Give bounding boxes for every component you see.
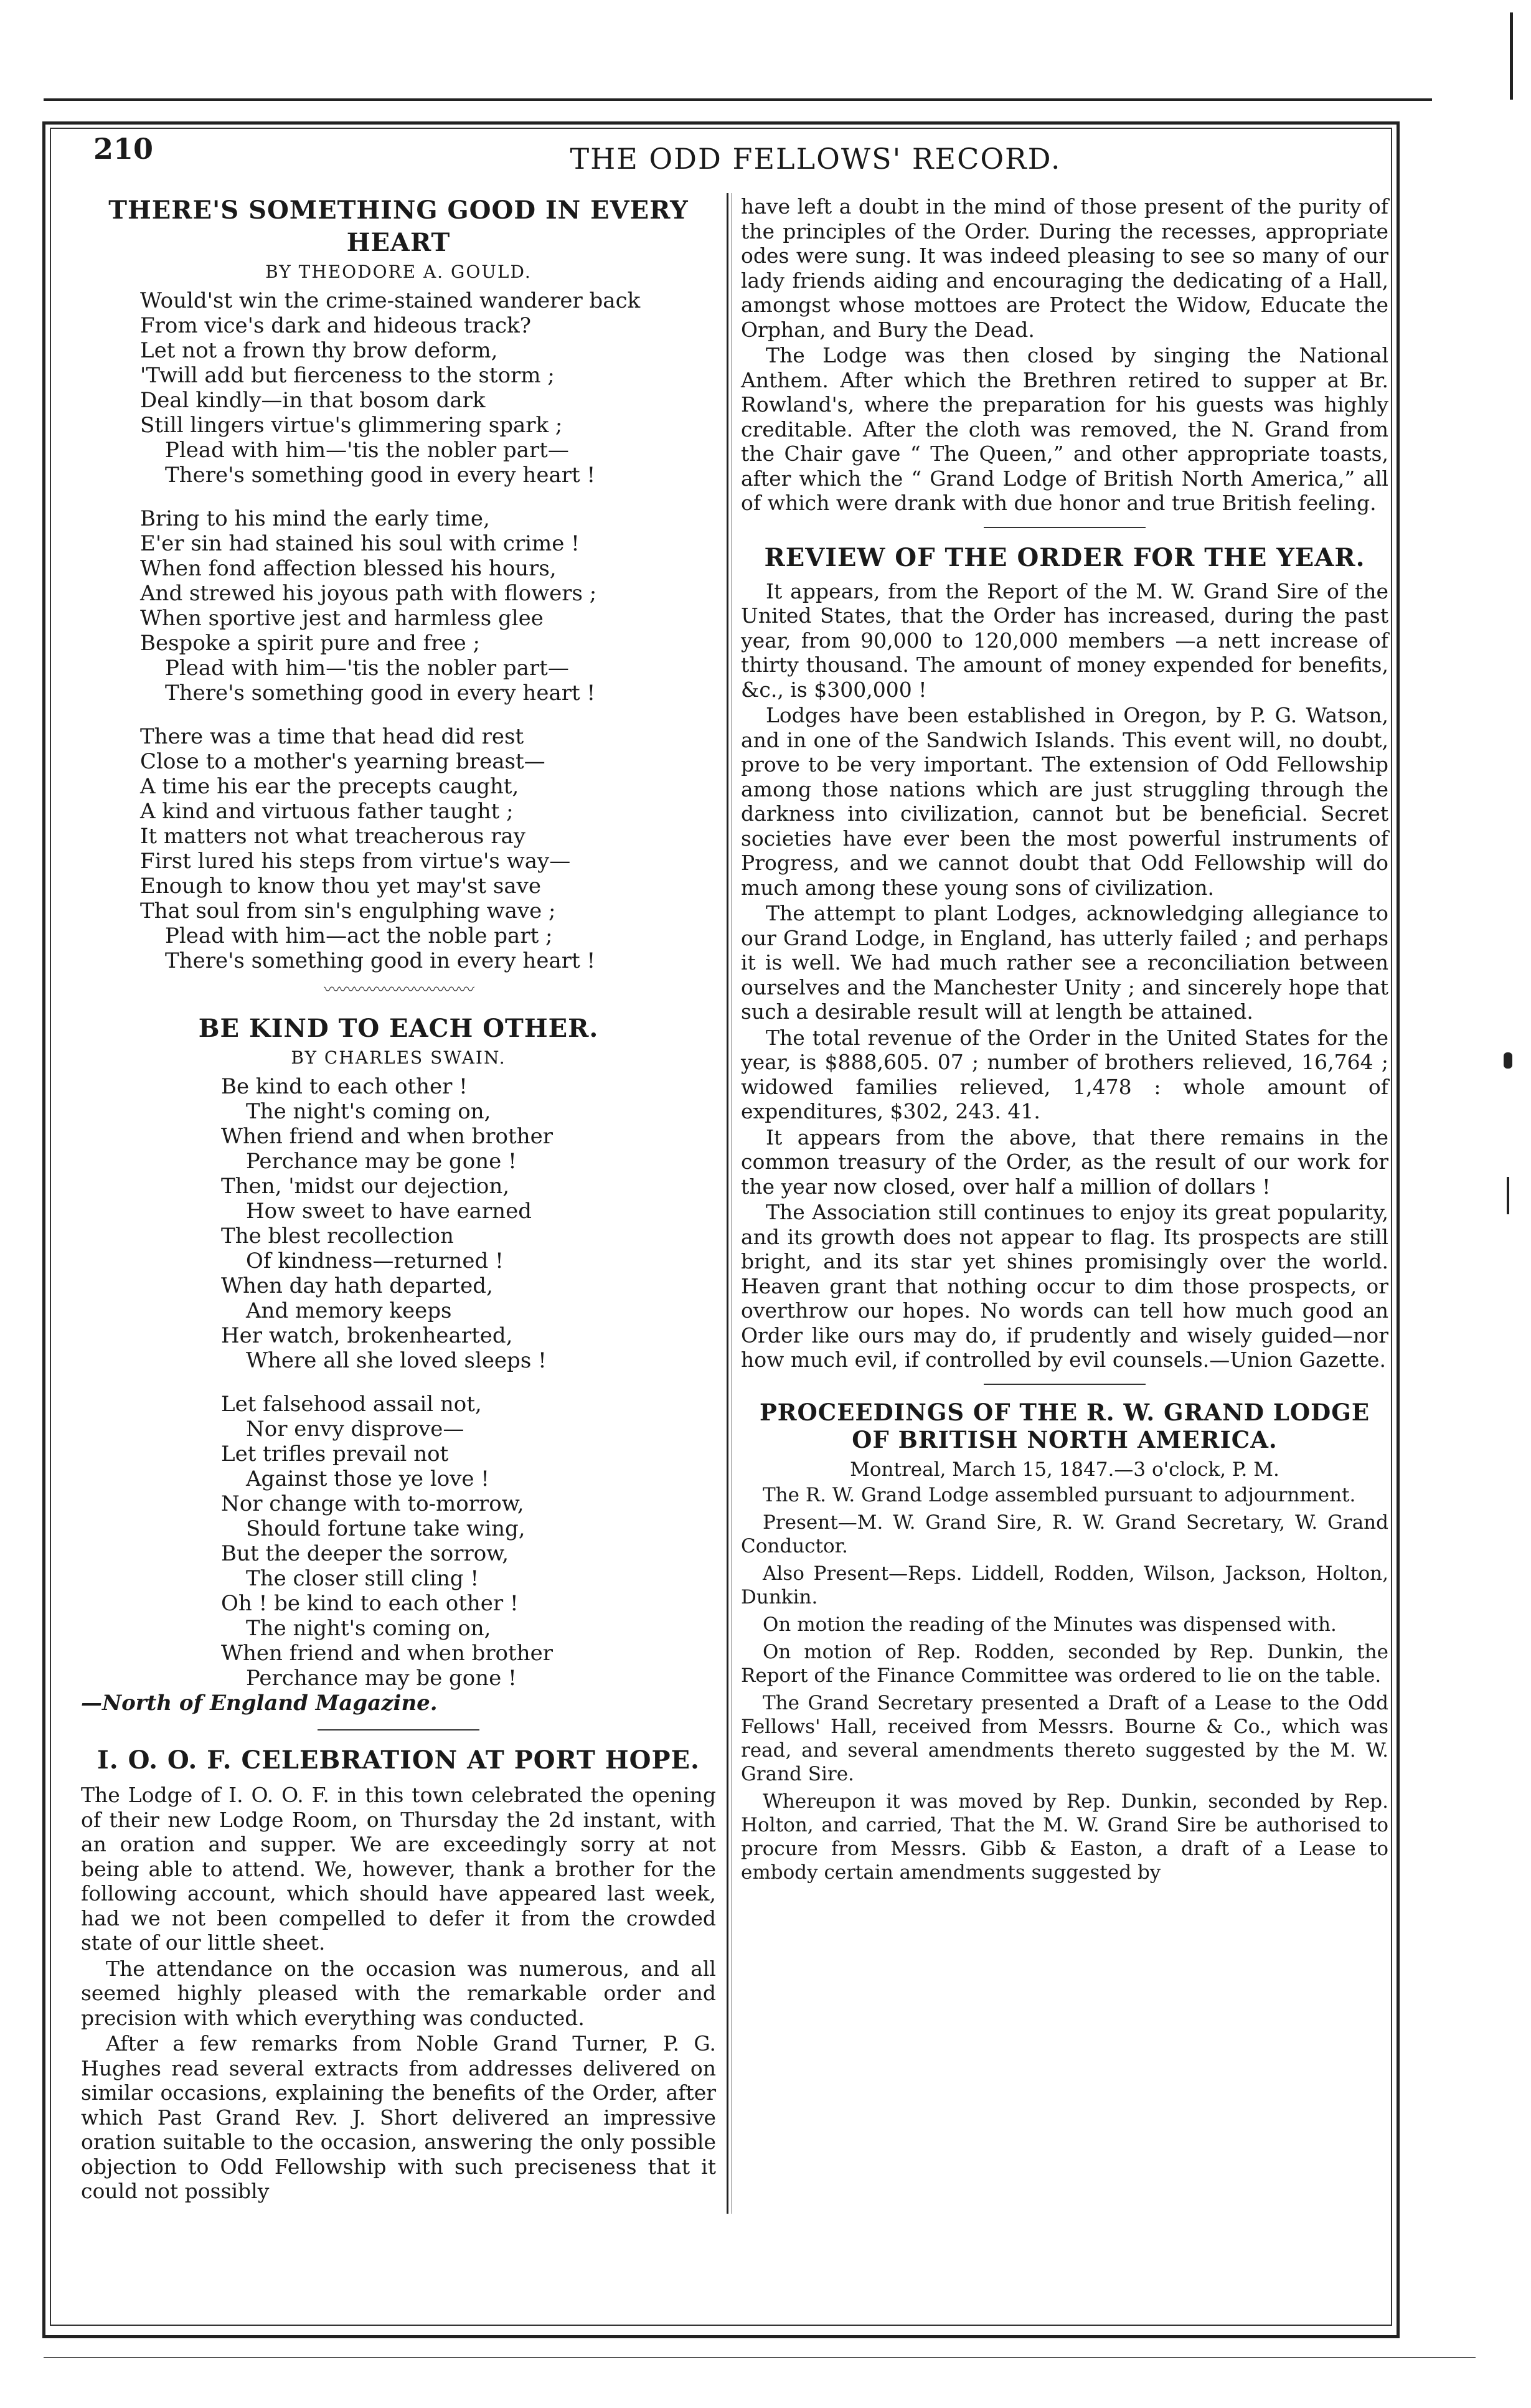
running-title: THE ODD FELLOWS' RECORD. <box>570 142 1062 176</box>
article-paragraph: The attendance on the occasion was numerous, and all seemed highly pleased with the remarkable order and precision with which everything was conducted. <box>81 1956 716 2030</box>
poem-title: BE KIND TO EACH OTHER. <box>198 1014 599 1043</box>
verse-line: The blest recollection <box>221 1224 454 1249</box>
verse-line: There's something good in every heart ! <box>165 463 596 488</box>
verse-line: Then, 'midst our dejection, <box>221 1174 510 1199</box>
article-paragraph: After a few remarks from Noble Grand Turner, P. G. Hughes read several extracts from addresses delivered on similar occasions, explaining the benefits of the Order, after which Past Grand Rev. J. Short delivered an impressive oration suitable to the occasion, answering the only possible objection to Odd Fellowship with such preciseness that it could not possibly <box>81 2031 716 2203</box>
verse-line: Let trifles prevail not <box>221 1442 449 1466</box>
article-paragraph: It appears, from the Report of the M. W. Grand Sire of the United States, that the Order has increased, during the past year, from 90,000 to 120,000 members —a nett increase of thirty thousand. The amount of money expended for benefits, &c., is $300,000 ! <box>741 578 1388 702</box>
top-rule <box>44 98 1432 101</box>
verse-line: Plead with him—'tis the nobler part— <box>165 438 569 463</box>
article-proceedings <box>741 1399 1388 1884</box>
verse-line: There's something good in every heart ! <box>165 948 596 973</box>
poem-byline: BY THEODORE A. GOULD. <box>265 262 532 282</box>
wavy-ornament: 〰〰〰〰〰〰〰〰〰〰 <box>323 981 473 999</box>
verse-line: 'Twill add but fierceness to the storm ; <box>140 363 555 388</box>
article-port-hope-continued <box>741 194 1388 516</box>
verse-line: Bring to his mind the early time, <box>140 506 490 531</box>
verse-line: Of kindness—returned ! <box>246 1249 504 1273</box>
verse-line: Let not a frown thy brow deform, <box>140 338 498 363</box>
verse-line: First lured his steps from virtue's way— <box>140 849 571 874</box>
article-paragraph: The R. W. Grand Lodge assembled pursuant to adjournment. <box>763 1483 1356 1506</box>
verse-line: Perchance may be gone ! <box>246 1149 517 1174</box>
section-rule <box>984 1384 1146 1385</box>
article-paragraph: On motion the reading of the Minutes was dispensed with. <box>763 1613 1337 1636</box>
verse-line: When friend and when brother <box>221 1124 553 1149</box>
dateline: Montreal, March 15, 1847.—3 o'clock, P. M. <box>850 1458 1279 1481</box>
article-paragraph: The total revenue of the Order in the United States for the year, is $888,605. 07 ; number of brothers relieved, 16,764 ; widowed families relieved, 1,478 : whole amount of expenditures, $302, 243. 41. <box>741 1025 1388 1123</box>
verse-line: It matters not what treacherous ray <box>140 824 525 849</box>
verse-line: That soul from sin's engulphing wave ; <box>140 899 556 923</box>
column-divider <box>727 193 728 2214</box>
article-title: I. O. O. F. CELEBRATION AT PORT HOPE. <box>97 1745 700 1775</box>
verse-line: The closer still cling ! <box>246 1566 479 1591</box>
right-column <box>741 194 1388 1884</box>
verse-line: When fond affection blessed his hours, <box>140 556 557 581</box>
verse-line: And memory keeps <box>246 1298 452 1323</box>
article-paragraph: The Grand Secretary presented a Draft of a Lease to the Odd Fellows' Hall, received from Messrs. Bourne & Co., which was read, and several amendments thereto suggested by the M. W. Grand Sire. <box>741 1691 1388 1785</box>
article-paragraph: The Lodge was then closed by singing the National Anthem. After which the Brethren retired to supper at Br. Rowland's, where the preparation for his guests was highly creditable. After the cloth was removed, the N. Grand from the Chair gave “ The Queen,” and other appropriate toasts, after which the “ Grand Lodge of British North America,” all of which were drank with due honor and true British feeling. <box>741 343 1388 515</box>
poem-stanza <box>81 1074 716 1373</box>
verse-line: Against those ye love ! <box>246 1466 489 1491</box>
article-paragraph: It appears from the above, that there remains in the common treasury of the Order, as the result of our work for the year now closed, over half a million of dollars ! <box>741 1125 1388 1199</box>
verse-line: A kind and virtuous father taught ; <box>140 799 514 824</box>
verse-line: Her watch, brokenhearted, <box>221 1323 513 1348</box>
article-paragraph: have left a doubt in the mind of those present of the purity of the principles of the Order. During the recesses, appropriate odes were sung. It was indeed pleasing to see so many of our lady friends aiding and encouraging the dedicating of a Hall, amongst whose mottoes are Protect the Widow, Educate the Orphan, and Bury the Dead. <box>741 194 1388 342</box>
article-paragraph: The Association still continues to enjoy its great popularity, and its growth does not appear to flag. Its prospects are still bright, and its star yet shines promisingly over the world. Heaven grant that nothing occur to dim those prospects, or overthrow our hopes. No words can tell how much good an Order like ours may do, if prudently and wisely guided—nor how much evil, if controlled by evil counsels.—Union Gazette. <box>741 1200 1388 1372</box>
verse-line: Bespoke a spirit pure and free ; <box>140 631 481 656</box>
scan-mark <box>1507 1177 1509 1214</box>
scan-mark <box>1510 12 1513 100</box>
poem-title: THERE'S SOMETHING GOOD IN EVERY HEART <box>108 196 689 257</box>
verse-line: Let falsehood assail not, <box>221 1392 482 1417</box>
verse-line: A time his ear the precepts caught, <box>140 774 519 799</box>
left-column <box>81 194 716 2204</box>
article-paragraph: Whereupon it was moved by Rep. Dunkin, seconded by Rep. Holton, and carried, That the M. W. Grand Sire be authorised to procure from Messrs. Gibb & Easton, a draft of a Lease to embody certain amendments suggested by <box>741 1790 1388 1884</box>
poem-stanza <box>81 724 716 973</box>
scan-mark <box>1504 1052 1512 1069</box>
verse-line: When sportive jest and harmless glee <box>140 606 544 631</box>
article-title: REVIEW OF THE ORDER FOR THE YEAR. <box>764 542 1365 572</box>
article-review <box>741 542 1388 1372</box>
article-title: PROCEEDINGS OF THE R. W. GRAND LODGE OF BRITISH NORTH AMERICA. <box>759 1398 1370 1453</box>
verse-line: Plead with him—act the noble part ; <box>165 923 553 948</box>
article-paragraph: Present—M. W. Grand Sire, R. W. Grand Secretary, W. Grand Conductor. <box>741 1511 1388 1557</box>
verse-line: The night's coming on, <box>246 1616 491 1641</box>
article-port-hope <box>81 1744 716 2204</box>
section-rule <box>318 1729 479 1730</box>
poem-stanza <box>81 288 716 488</box>
verse-line: When day hath departed, <box>221 1273 493 1298</box>
verse-line: Perchance may be gone ! <box>246 1666 517 1691</box>
verse-line: Be kind to each other ! <box>221 1074 468 1099</box>
poem-byline: BY CHARLES SWAIN. <box>291 1047 506 1068</box>
verse-line: Close to a mother's yearning breast— <box>140 749 545 774</box>
article-paragraph: On motion of Rep. Rodden, seconded by Rep. Dunkin, the Report of the Finance Committee was ordered to lie on the table. <box>741 1640 1388 1687</box>
verse-line: Should fortune take wing, <box>246 1516 525 1541</box>
article-paragraph: Lodges have been established in Oregon, by P. G. Watson, and in one of the Sandwich Islands. This event will, no doubt, prove to be very important. The extension of Odd Fellowship among those nations which are just struggling through the darkness into civilization, cannot but be beneficial. Secret societies have ever been the most powerful instruments of Progress, and we cannot doubt that Odd Fellowship will do much among these young sons of civilization. <box>741 703 1388 900</box>
verse-line: Would'st win the crime-stained wanderer back <box>140 288 641 313</box>
verse-line: Nor change with to-morrow, <box>221 1491 524 1516</box>
article-paragraph: Also Present—Reps. Liddell, Rodden, Wilson, Jackson, Holton, Dunkin. <box>741 1562 1388 1608</box>
verse-line: And strewed his joyous path with flowers ; <box>140 581 597 606</box>
verse-line: Plead with him—'tis the nobler part— <box>165 656 569 681</box>
poem-stanza <box>81 506 716 706</box>
verse-line: There was a time that head did rest <box>140 724 524 749</box>
article-paragraph: The Lodge of I. O. O. F. in this town celebrated the opening of their new Lodge Room, on Thursday the 2d instant, with an oration and supper. We are exceedingly sorry at not being able to attend. We, however, thank a brother for the following account, which should have appeared last week, had we not been compelled to defer it from the crowded state of our little sheet. <box>81 1783 716 1955</box>
verse-line: Oh ! be kind to each other ! <box>221 1591 519 1616</box>
verse-line: Deal kindly—in that bosom dark <box>140 388 486 413</box>
verse-line: Enough to know thou yet may'st save <box>140 874 541 899</box>
verse-line: There's something good in every heart ! <box>165 681 596 706</box>
verse-line: Where all she loved sleeps ! <box>246 1348 547 1373</box>
poem-attribution: —North of England Magazine. <box>81 1691 438 1716</box>
poem-something-good <box>81 194 716 1000</box>
section-rule <box>984 527 1146 528</box>
verse-line: Nor envy disprove— <box>246 1417 464 1442</box>
verse-line: The night's coming on, <box>246 1099 491 1124</box>
verse-line: When friend and when brother <box>221 1641 553 1666</box>
verse-line: How sweet to have earned <box>246 1199 532 1224</box>
verse-line: But the deeper the sorrow, <box>221 1541 509 1566</box>
bottom-rule <box>44 2357 1476 2358</box>
poem-be-kind <box>81 1013 716 1716</box>
verse-line: E'er sin had stained his soul with crime ! <box>140 531 580 556</box>
article-paragraph: The attempt to plant Lodges, acknowledging allegiance to our Grand Lodge, in England, has utterly failed ; and perhaps it is well. We had much rather see a reconciliation between ourselves and the Manchester Unity ; and sincerely hope that such a desirable result will at length be attained. <box>741 901 1388 1024</box>
page-number: 210 <box>93 132 154 166</box>
verse-line: From vice's dark and hideous track? <box>140 313 531 338</box>
verse-line: Still lingers virtue's glimmering spark ; <box>140 413 563 438</box>
poem-stanza <box>81 1392 716 1691</box>
